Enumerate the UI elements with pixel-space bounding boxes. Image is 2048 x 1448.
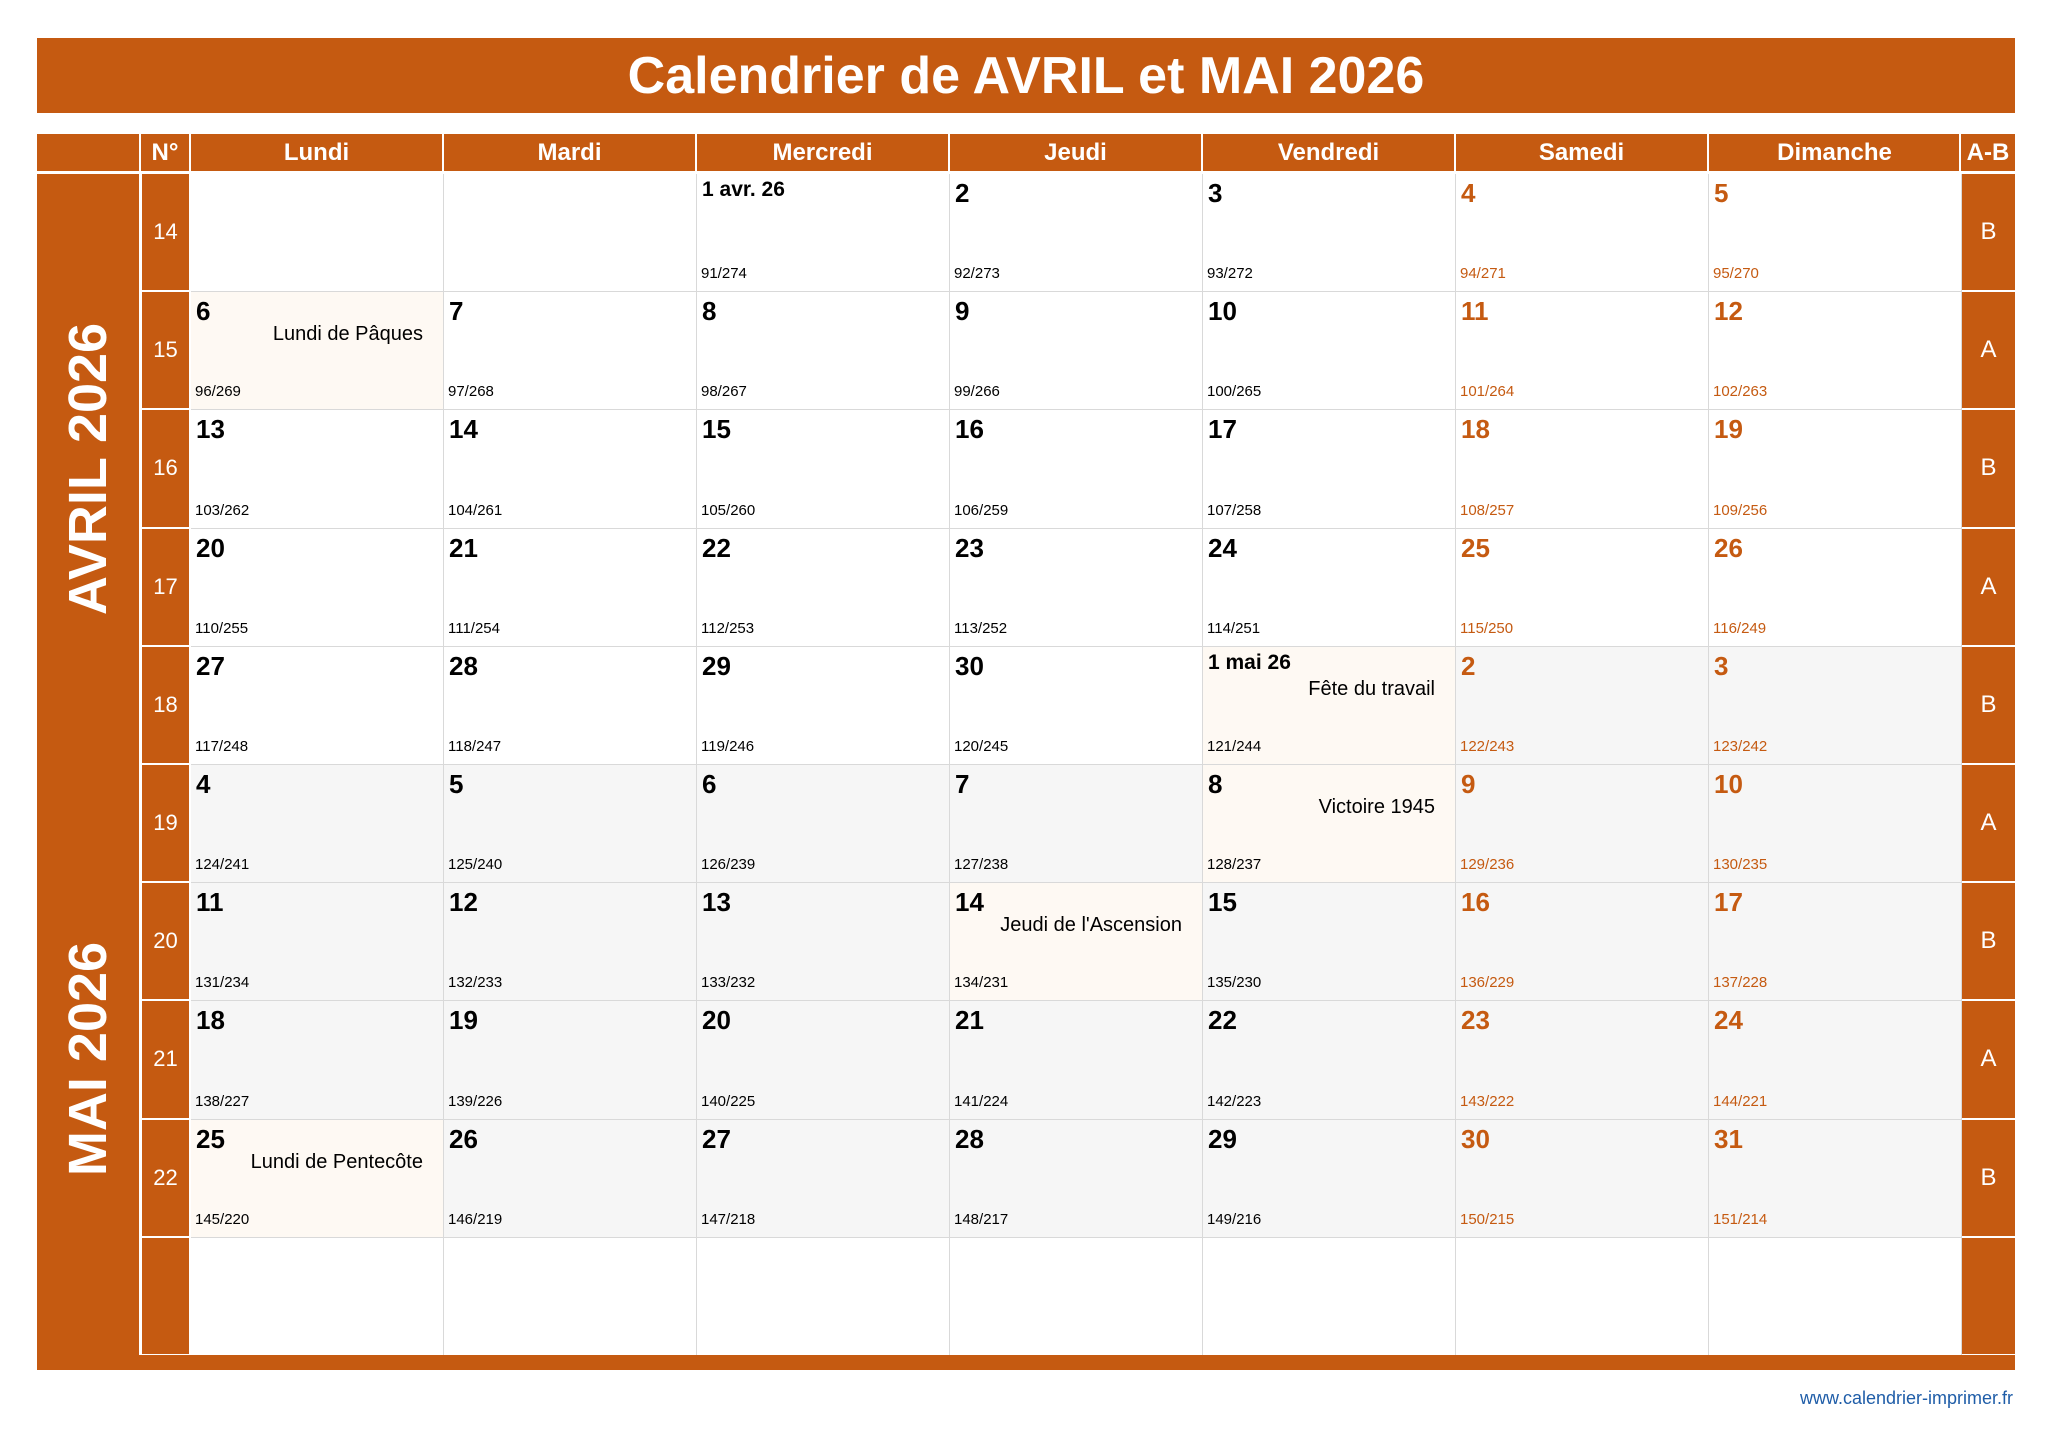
day-number: 21 [955, 1005, 984, 1036]
day-number: 31 [1714, 1123, 1743, 1154]
day-cell [950, 1120, 1203, 1238]
day-cell [1203, 765, 1456, 883]
empty-day-cell [191, 1238, 444, 1356]
day-of-year: 133/232 [701, 974, 756, 992]
ab-week-code [1962, 1238, 2015, 1356]
holiday-name: Lundi de Pentecôte [250, 1150, 423, 1173]
day-number: 14 [449, 414, 478, 445]
day-of-year: 102/263 [1713, 383, 1768, 401]
day-cell [1456, 765, 1709, 883]
day-number: 8 [702, 296, 717, 327]
ab-week-code: A [1962, 765, 2015, 883]
day-of-year: 112/253 [701, 619, 755, 637]
day-of-year: 104/261 [448, 501, 503, 519]
day-number: 16 [955, 414, 984, 445]
day-cell [697, 883, 950, 1001]
day-number: 29 [702, 650, 731, 681]
day-of-year: 151/214 [1713, 1210, 1768, 1228]
day-of-year: 107/258 [1207, 501, 1262, 519]
day-of-year: 136/229 [1460, 974, 1515, 992]
day-of-year: 143/222 [1460, 1092, 1515, 1110]
day-number: 15 [1208, 887, 1237, 918]
day-of-year: 120/245 [954, 737, 1009, 755]
day-of-year: 92/273 [954, 265, 1000, 283]
week-number: 14 [142, 174, 189, 292]
day-of-year: 124/241 [195, 856, 250, 874]
day-number: 27 [196, 650, 225, 681]
day-number: 9 [955, 296, 970, 327]
day-cell [697, 647, 950, 765]
day-number: 19 [449, 1005, 478, 1036]
day-of-year: 108/257 [1460, 501, 1515, 519]
week-number: 18 [142, 647, 189, 765]
day-cell [1203, 529, 1456, 647]
day-number: 24 [1208, 532, 1237, 563]
header-week-number: N° [139, 134, 189, 171]
day-number: 23 [955, 532, 984, 563]
day-of-year: 138/227 [195, 1092, 250, 1110]
day-number: 12 [1714, 296, 1743, 327]
day-cell [697, 1001, 950, 1119]
month-label-april: AVRIL 2026 [58, 322, 118, 615]
header-day-vendredi: Vendredi [1201, 134, 1454, 171]
day-of-year: 119/246 [701, 737, 755, 755]
day-number: 20 [196, 532, 225, 563]
day-cell [1709, 410, 1962, 528]
day-number: 30 [955, 650, 984, 681]
day-of-year: 134/231 [954, 974, 1009, 992]
day-cell [191, 765, 444, 883]
day-number: 11 [196, 887, 224, 918]
day-cell [697, 174, 950, 292]
day-of-year: 129/236 [1460, 856, 1515, 874]
day-cell [1709, 1001, 1962, 1119]
day-cell [1456, 529, 1709, 647]
day-number: 26 [449, 1123, 478, 1154]
day-cell [1456, 292, 1709, 410]
day-cell [1456, 1120, 1709, 1238]
day-of-year: 148/217 [954, 1210, 1009, 1228]
footer-bar [37, 1355, 2015, 1370]
day-number: 7 [955, 769, 970, 799]
day-of-year: 137/228 [1713, 974, 1768, 992]
header-day-lundi: Lundi [189, 134, 442, 171]
day-cell [444, 410, 697, 528]
day-of-year: 93/272 [1207, 265, 1253, 283]
day-number: 17 [1208, 414, 1237, 445]
day-number: 1 mai 26 [1208, 650, 1291, 674]
day-cell [191, 883, 444, 1001]
day-number: 14 [955, 887, 984, 918]
day-of-year: 110/255 [195, 619, 249, 637]
header-day-dimanche: Dimanche [1707, 134, 1960, 171]
holiday-name: Jeudi de l'Ascension [1000, 914, 1182, 937]
week-number: 15 [142, 292, 189, 410]
week-number: 20 [142, 883, 189, 1001]
empty-day-cell [191, 174, 444, 292]
day-of-year: 91/274 [701, 265, 747, 283]
header-corner [37, 134, 139, 171]
day-of-year: 141/224 [954, 1092, 1009, 1110]
day-of-year: 130/235 [1713, 856, 1768, 874]
day-cell [191, 292, 444, 410]
empty-day-cell [697, 1238, 950, 1356]
day-cell [950, 883, 1203, 1001]
day-number: 2 [1461, 650, 1476, 681]
day-cell [191, 529, 444, 647]
day-of-year: 142/223 [1207, 1092, 1262, 1110]
day-of-year: 145/220 [195, 1210, 250, 1228]
day-of-year: 116/249 [1713, 619, 1767, 637]
day-of-year: 126/239 [701, 856, 756, 874]
day-cell [950, 410, 1203, 528]
day-number: 5 [449, 769, 464, 799]
day-number: 26 [1714, 532, 1743, 563]
day-number: 4 [196, 769, 211, 799]
day-of-year: 117/248 [195, 737, 249, 755]
empty-day-cell [444, 1238, 697, 1356]
day-number: 21 [449, 532, 478, 563]
day-number: 1 avr. 26 [702, 178, 785, 201]
day-of-year: 122/243 [1460, 737, 1515, 755]
day-number: 15 [702, 414, 731, 445]
day-cell [1456, 410, 1709, 528]
day-number: 20 [702, 1005, 731, 1036]
ab-week-code: B [1962, 174, 2015, 292]
ab-week-code: B [1962, 883, 2015, 1001]
day-of-year: 99/266 [954, 383, 1000, 401]
ab-week-code: A [1962, 1001, 2015, 1119]
day-of-year: 146/219 [448, 1210, 503, 1228]
day-cell [444, 647, 697, 765]
empty-day-cell [1709, 1238, 1962, 1356]
day-cell [1709, 292, 1962, 410]
week-number: 22 [142, 1120, 189, 1238]
day-cell [1456, 883, 1709, 1001]
day-cell [697, 765, 950, 883]
day-of-year: 128/237 [1207, 856, 1262, 874]
day-of-year: 105/260 [701, 501, 756, 519]
day-of-year: 95/270 [1713, 265, 1759, 283]
day-cell [444, 292, 697, 410]
day-cell [1709, 1120, 1962, 1238]
empty-day-cell [1456, 1238, 1709, 1356]
day-cell [1203, 1120, 1456, 1238]
day-of-year: 118/247 [448, 737, 502, 755]
day-number: 16 [1461, 887, 1490, 918]
day-cell [1709, 174, 1962, 292]
day-number: 25 [196, 1123, 225, 1154]
day-of-year: 106/259 [954, 501, 1009, 519]
header-day-mardi: Mardi [442, 134, 695, 171]
holiday-name: Lundi de Pâques [272, 323, 423, 346]
day-cell [1456, 174, 1709, 292]
month-band-may [37, 763, 139, 1355]
day-cell [950, 765, 1203, 883]
day-cell [191, 1120, 444, 1238]
day-of-year: 131/234 [195, 974, 250, 992]
day-cell [1456, 647, 1709, 765]
day-of-year: 98/267 [701, 383, 747, 401]
empty-day-cell [1203, 1238, 1456, 1356]
day-of-year: 94/271 [1460, 265, 1506, 283]
day-cell [697, 1120, 950, 1238]
day-of-year: 115/250 [1460, 619, 1514, 637]
day-number: 10 [1714, 769, 1743, 799]
week-number: 17 [142, 529, 189, 647]
day-of-year: 139/226 [448, 1092, 503, 1110]
day-of-year: 100/265 [1207, 383, 1262, 401]
day-number: 9 [1461, 769, 1476, 799]
day-of-year: 96/269 [195, 383, 241, 401]
day-cell [697, 410, 950, 528]
day-of-year: 127/238 [954, 856, 1009, 874]
day-cell [1203, 647, 1456, 765]
day-of-year: 123/242 [1713, 737, 1768, 755]
day-of-year: 121/244 [1207, 737, 1262, 755]
day-number: 30 [1461, 1123, 1490, 1154]
day-of-year: 125/240 [448, 856, 503, 874]
day-cell [444, 1001, 697, 1119]
day-number: 29 [1208, 1123, 1237, 1154]
day-cell [1203, 883, 1456, 1001]
header-day-mercredi: Mercredi [695, 134, 948, 171]
week-number: 21 [142, 1001, 189, 1119]
day-number: 25 [1461, 532, 1490, 563]
day-cell [444, 529, 697, 647]
day-number: 7 [449, 296, 464, 327]
day-number: 13 [196, 414, 225, 445]
day-cell [1709, 765, 1962, 883]
day-cell [1709, 883, 1962, 1001]
header-day-samedi: Samedi [1454, 134, 1707, 171]
day-number: 6 [196, 296, 211, 327]
day-cell [950, 292, 1203, 410]
day-number: 10 [1208, 296, 1237, 327]
day-number: 2 [955, 178, 970, 208]
day-number: 28 [955, 1123, 984, 1154]
holiday-name: Victoire 1945 [1318, 796, 1435, 818]
day-cell [697, 292, 950, 410]
day-number: 3 [1714, 650, 1729, 681]
day-number: 17 [1714, 887, 1743, 918]
day-of-year: 132/233 [448, 974, 503, 992]
day-number: 3 [1208, 178, 1223, 208]
day-number: 5 [1714, 178, 1729, 208]
day-of-year: 147/218 [701, 1210, 756, 1228]
month-band-april [37, 174, 139, 763]
day-number: 19 [1714, 414, 1743, 445]
day-cell [444, 765, 697, 883]
website-link[interactable]: www.calendrier-imprimer.fr [1799, 1388, 2013, 1408]
day-cell [950, 529, 1203, 647]
day-cell [191, 1001, 444, 1119]
day-of-year: 103/262 [195, 501, 250, 519]
day-cell [191, 410, 444, 528]
ab-week-code: A [1962, 292, 2015, 410]
day-cell [1709, 647, 1962, 765]
day-number: 12 [449, 887, 478, 918]
day-cell [1709, 529, 1962, 647]
holiday-name: Fête du travail [1308, 677, 1435, 700]
day-of-year: 114/251 [1207, 619, 1261, 637]
day-of-year: 150/215 [1460, 1210, 1515, 1228]
day-of-year: 111/254 [448, 619, 500, 637]
day-of-year: 97/268 [448, 383, 494, 401]
day-number: 18 [196, 1005, 225, 1036]
week-number [142, 1238, 189, 1356]
day-of-year: 149/216 [1207, 1210, 1262, 1228]
day-cell [191, 647, 444, 765]
day-of-year: 140/225 [701, 1092, 756, 1110]
day-cell [950, 647, 1203, 765]
day-number: 13 [702, 887, 731, 918]
day-cell [444, 883, 697, 1001]
day-number: 27 [702, 1123, 731, 1154]
day-of-year: 144/221 [1713, 1092, 1768, 1110]
day-cell [1456, 1001, 1709, 1119]
day-cell [1203, 1001, 1456, 1119]
day-number: 4 [1461, 178, 1476, 208]
day-cell [697, 529, 950, 647]
empty-day-cell [444, 174, 697, 292]
ab-week-code: B [1962, 1120, 2015, 1238]
day-of-year: 101/264 [1460, 383, 1515, 401]
day-of-year: 135/230 [1207, 974, 1262, 992]
day-number: 23 [1461, 1005, 1490, 1036]
header-day-jeudi: Jeudi [948, 134, 1201, 171]
day-number: 22 [702, 532, 731, 563]
day-cell [1203, 292, 1456, 410]
day-cell [1203, 174, 1456, 292]
day-cell [444, 1120, 697, 1238]
ab-week-code: B [1962, 647, 2015, 765]
day-number: 28 [449, 650, 478, 681]
page-title: Calendrier de AVRIL et MAI 2026 [37, 38, 2015, 113]
ab-week-code: B [1962, 410, 2015, 528]
week-number: 16 [142, 410, 189, 528]
day-cell [1203, 410, 1456, 528]
day-number: 8 [1208, 769, 1223, 799]
day-of-year: 109/256 [1713, 501, 1768, 519]
day-number: 18 [1461, 414, 1490, 445]
day-number: 6 [702, 769, 717, 799]
header-ab: A-B [1959, 134, 2015, 171]
day-of-year: 113/252 [954, 619, 1008, 637]
day-cell [950, 1001, 1203, 1119]
empty-day-cell [950, 1238, 1203, 1356]
day-number: 22 [1208, 1005, 1237, 1036]
week-number: 19 [142, 765, 189, 883]
day-number: 24 [1714, 1005, 1743, 1036]
day-cell [950, 174, 1203, 292]
ab-week-code: A [1962, 529, 2015, 647]
month-label-may: MAI 2026 [58, 941, 118, 1177]
day-number: 11 [1461, 296, 1489, 327]
